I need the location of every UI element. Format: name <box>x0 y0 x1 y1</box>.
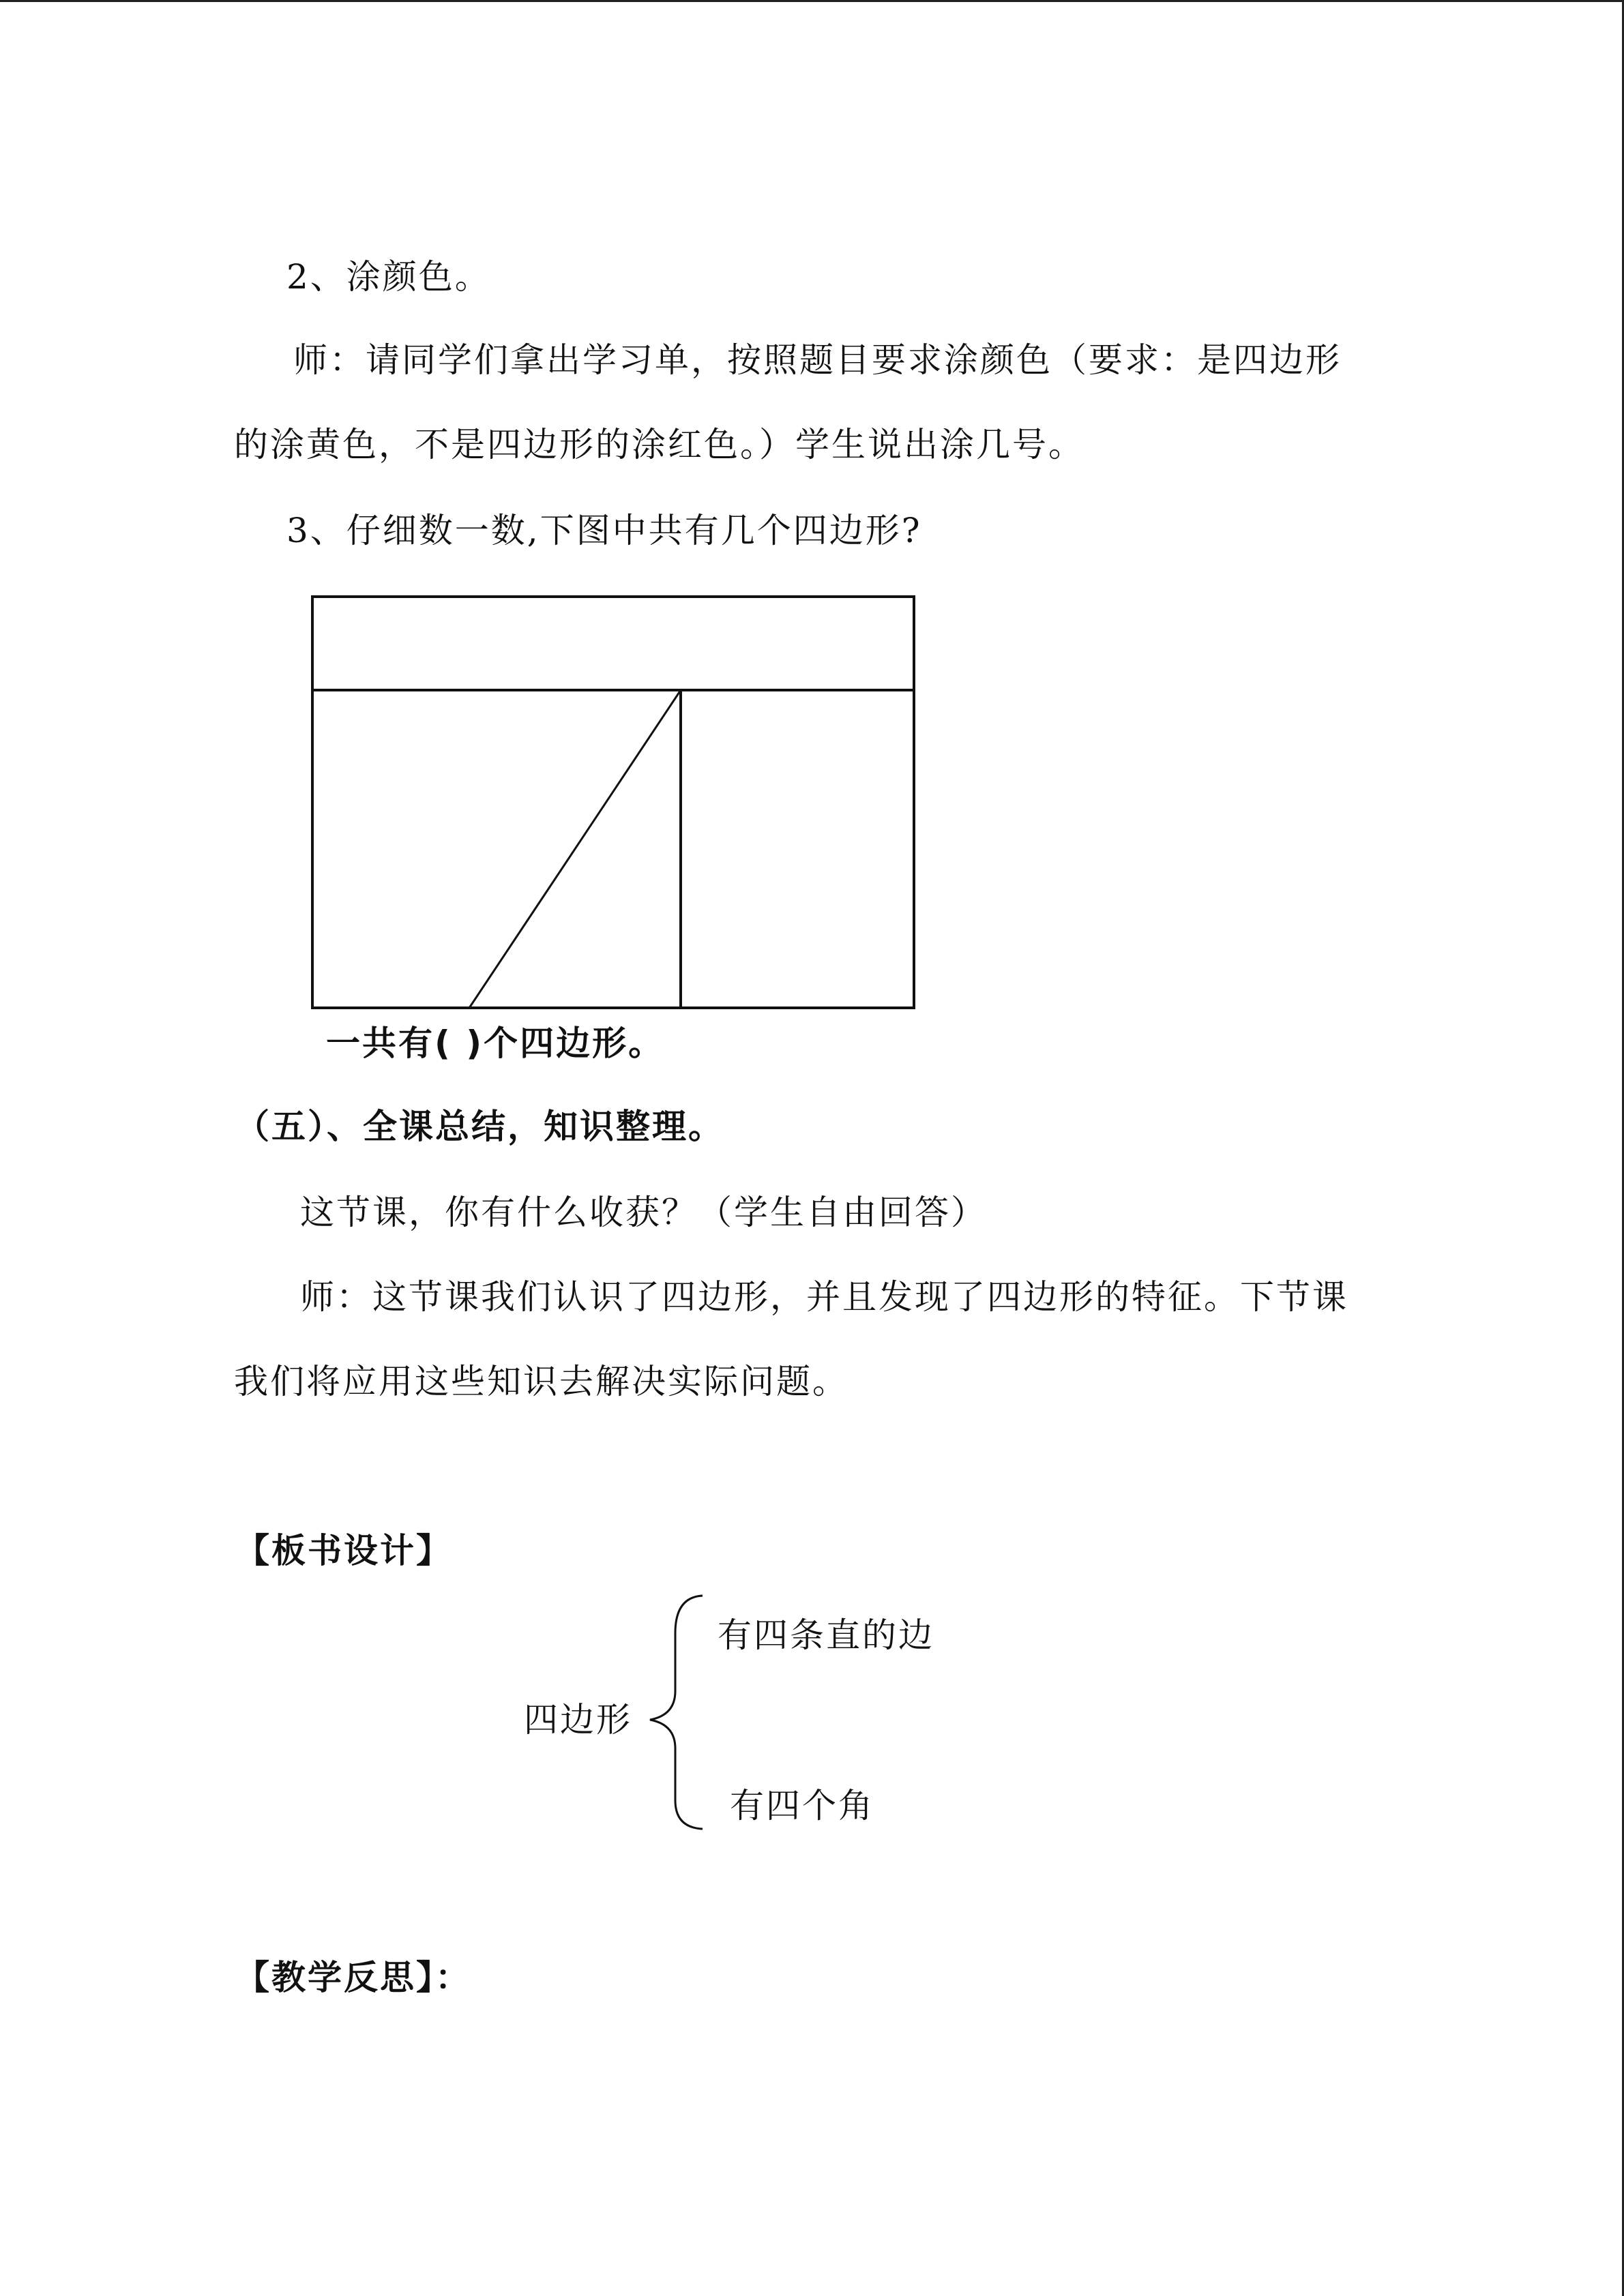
section-2-teacher-line-2: 的涂黄色，不是四边形的涂红色。）学生说出涂几号。 <box>234 425 1084 464</box>
section-2-teacher-line-1: 师：请同学们拿出学习单，按照题目要求涂颜色（要求：是四边形 <box>293 340 1342 380</box>
answer-prompt: 一共有( )个四边形。 <box>326 1024 665 1063</box>
section-5-question: 这节课，你有什么收获？（学生自由回答） <box>300 1193 987 1232</box>
reflection-heading: 【教学反思】： <box>235 1958 471 1997</box>
section-3-heading: 3、仔细数一数,下图中共有几个四边形? <box>286 511 922 550</box>
board-item-1: 有四条直的边 <box>718 1615 934 1655</box>
section-2-heading: 2、涂颜色。 <box>286 257 491 297</box>
board-design-heading: 【板书设计】 <box>235 1531 452 1570</box>
board-item-2: 有四个角 <box>730 1786 874 1825</box>
section-5-teacher-line-1: 师：这节课我们认识了四边形，并且发现了四边形的特征。下节课 <box>300 1277 1348 1317</box>
section-5-teacher-line-2: 我们将应用这些知识去解决实际问题。 <box>234 1362 848 1401</box>
board-center-label: 四边形 <box>524 1700 632 1740</box>
curly-brace-path <box>650 1596 703 1829</box>
section-5-heading: （五）、全课总结，知识整理。 <box>235 1107 724 1146</box>
